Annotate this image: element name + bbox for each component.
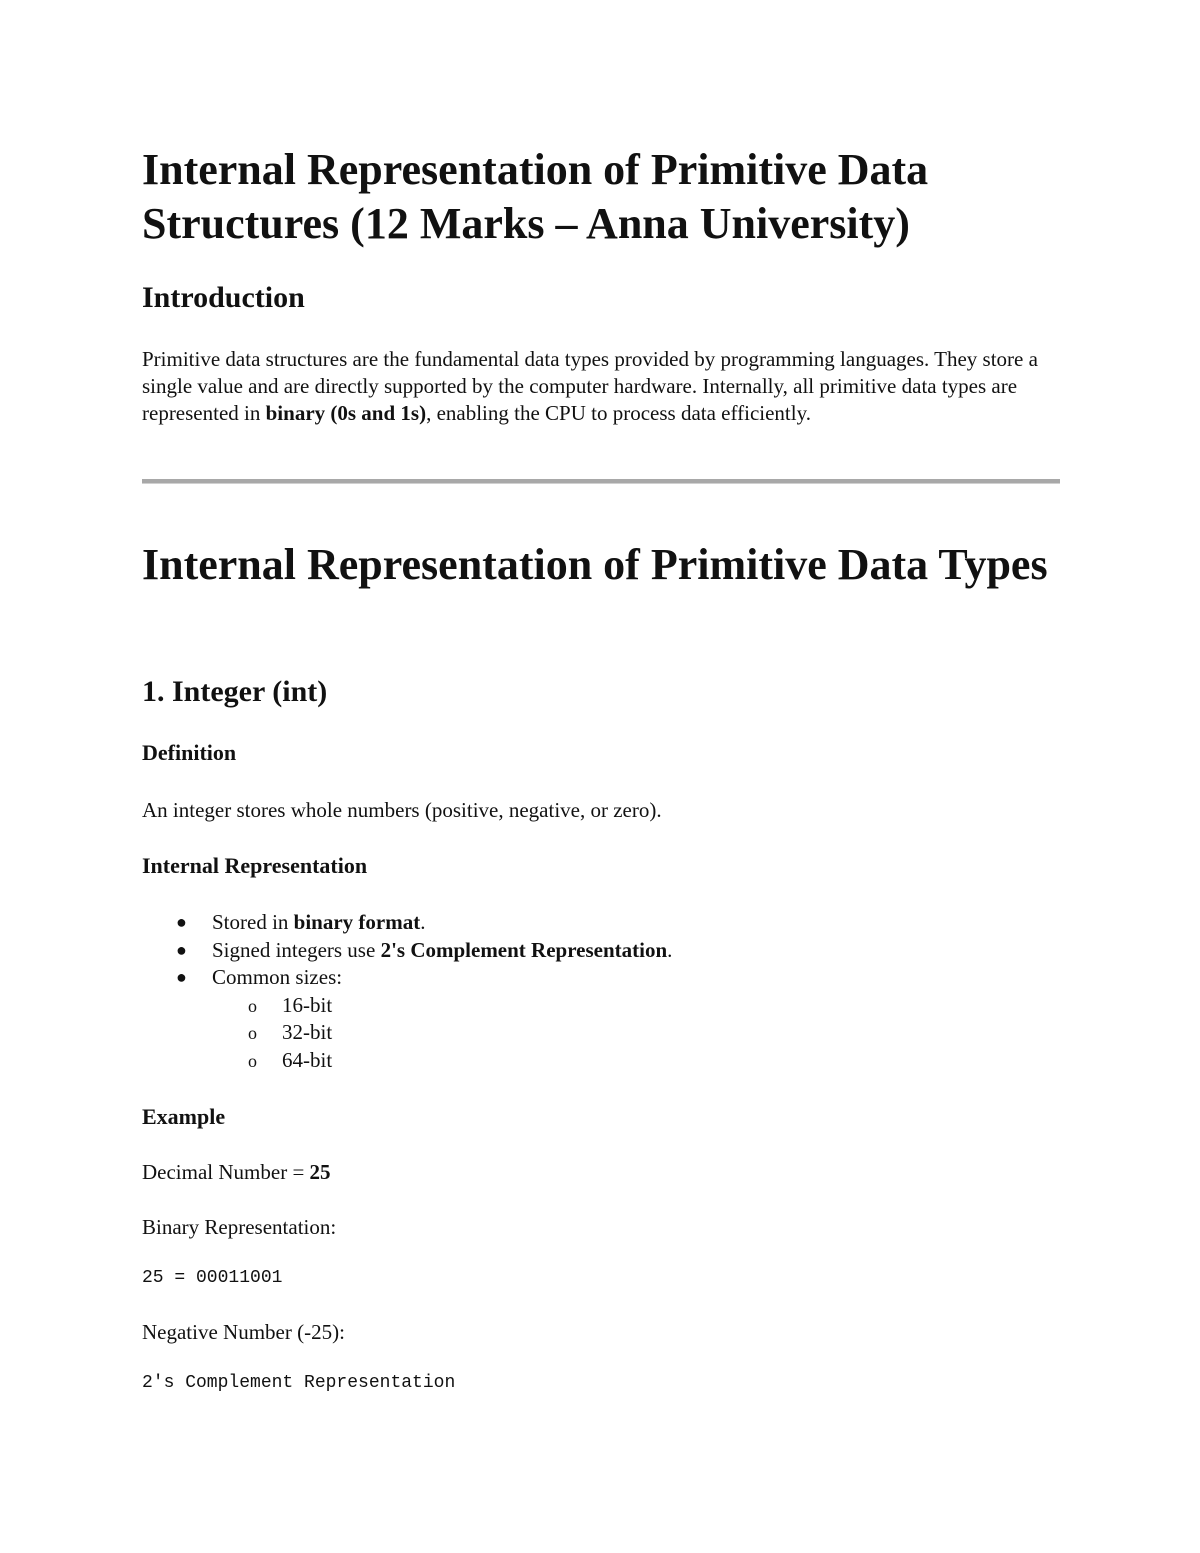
document-title: Internal Representation of Primitive Data Structures (12 Marks – Anna University) bbox=[142, 145, 929, 248]
circle-bullet-icon: o bbox=[248, 1023, 257, 1043]
list-item bbox=[142, 937, 672, 965]
list-item-bold: 2's Complement Representation bbox=[380, 937, 668, 962]
introduction-paragraph bbox=[142, 346, 1042, 427]
complement-code-block: 2's Complement Representation bbox=[142, 1373, 456, 1393]
example-heading: Example bbox=[142, 1104, 226, 1129]
list-item-prefix: Signed integers use bbox=[212, 937, 381, 962]
binary-code-block: 25 = 00011001 bbox=[142, 1268, 283, 1288]
decimal-value: 25 bbox=[309, 1160, 331, 1184]
list-item bbox=[142, 909, 672, 937]
size-label: 32-bit bbox=[282, 1020, 333, 1044]
bullet-icon: ● bbox=[176, 912, 187, 932]
internal-representation-heading: Internal Representation bbox=[142, 853, 368, 878]
sublist-item bbox=[212, 1047, 672, 1075]
list-item-suffix: . bbox=[667, 937, 673, 962]
list-item-suffix: . bbox=[420, 910, 426, 934]
intro-text-end: , enabling the CPU to process data efficiently. bbox=[426, 401, 811, 425]
integer-heading: 1. Integer (int) bbox=[142, 675, 328, 708]
binary-representation-label: Binary Representation: bbox=[142, 1215, 337, 1239]
sublist-item bbox=[212, 1019, 672, 1047]
size-label: 64-bit bbox=[282, 1047, 333, 1072]
bullet-icon: ● bbox=[176, 939, 187, 960]
introduction-heading: Introduction bbox=[142, 281, 305, 314]
sizes-sublist bbox=[212, 992, 672, 1075]
negative-number-label: Negative Number (-25): bbox=[142, 1320, 345, 1344]
decimal-number-text bbox=[142, 1159, 1042, 1186]
size-label: 16-bit bbox=[282, 992, 333, 1017]
definition-text: An integer stores whole numbers (positive, negative, or zero). bbox=[142, 798, 662, 822]
circle-bullet-icon: o bbox=[248, 1050, 257, 1071]
list-item-prefix: Stored in bbox=[212, 910, 294, 934]
list-item-prefix: Common sizes: bbox=[212, 965, 343, 989]
horizontal-divider bbox=[142, 479, 1060, 484]
circle-bullet-icon: o bbox=[248, 995, 257, 1016]
bullet-icon: ● bbox=[176, 967, 187, 987]
intro-bold-binary: binary (0s and 1s) bbox=[265, 401, 427, 425]
definition-heading: Definition bbox=[142, 740, 237, 765]
sublist-item bbox=[212, 992, 672, 1020]
representation-list bbox=[142, 909, 672, 1074]
list-item-bold: binary format bbox=[293, 910, 421, 934]
decimal-prefix: Decimal Number = bbox=[142, 1160, 310, 1184]
intro-text-start: Primitive data structures are the fundamental data types provided by programming languages. They store a single value and are directly supported by the computer hardware. Internally, all primitive data types are represented in bbox=[142, 347, 1038, 425]
list-item bbox=[142, 964, 672, 1074]
section-title: Internal Representation of Primitive Data Types bbox=[142, 540, 1048, 589]
